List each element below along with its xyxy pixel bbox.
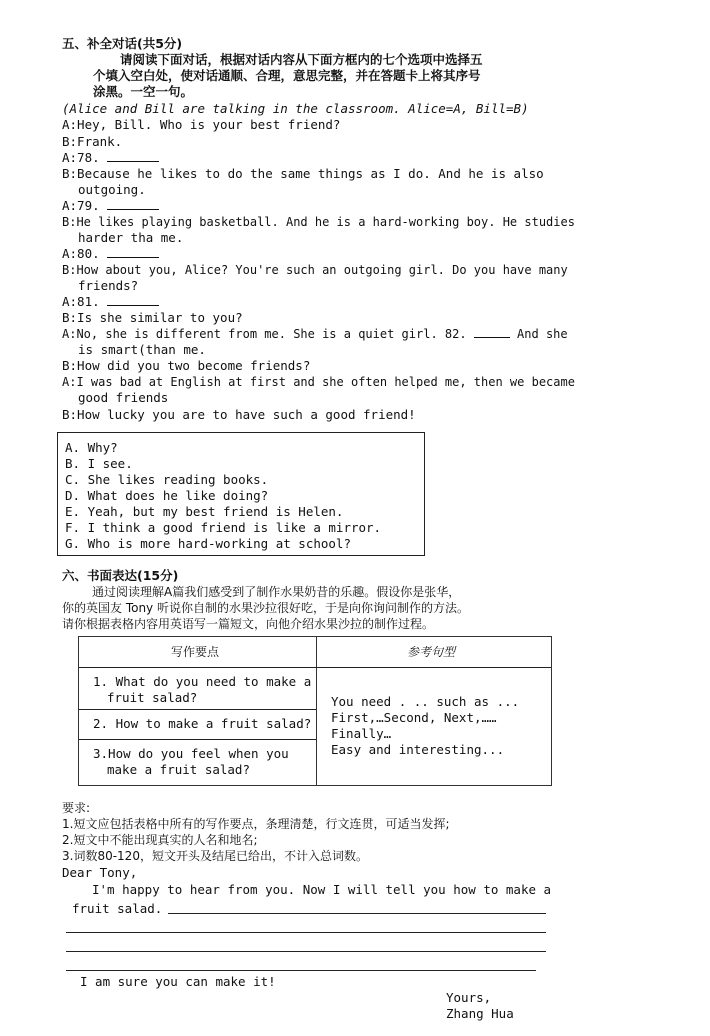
writing-line[interactable] [66,970,536,971]
point-3-line1: 3.How do you feel when you [93,746,289,761]
dialogue-line: B:Frank. [62,134,123,149]
option-d: D. What does he like doing? [65,488,269,503]
dialogue-context: (Alice and Bill are talking in the classroom. Alice=A, Bill=B) [62,101,529,116]
requirement-3: 3.词数80-120，短文开头及结尾已给出，不计入总词数。 [62,849,368,863]
point-3-line2: make a fruit salad? [107,762,250,777]
option-b: B. I see. [65,456,133,471]
pattern-2: First,…Second, Next,…… [331,710,497,725]
dialogue-line: B:Is she similar to you? [62,310,243,325]
answer-blank-78[interactable] [107,150,159,162]
answer-blank-82[interactable] [474,326,510,338]
question-number-80: A:80. [62,246,100,261]
dialogue-line: A:I was bad at English at first and she often helped me, then we became [62,375,575,389]
dialogue-line [62,150,159,166]
section6-intro-line2: 你的英国友 Tony 听说你自制的水果沙拉很好吃，于是向你询问制作的方法。 [62,601,469,615]
letter-greeting: Dear Tony, [62,865,138,880]
dialogue-line-continued: outgoing. [78,182,146,197]
point-2: 2. How to make a fruit salad? [93,716,312,731]
section6-intro-line3: 请你根据表格内容用英语写一篇短文，向他介绍水果沙拉的制作过程。 [62,617,435,631]
section5-title: 五、补全对话(共5分) [62,36,183,51]
answer-blank-79[interactable] [107,198,159,210]
pattern-4: Easy and interesting... [331,742,505,757]
table-row-rule [79,709,316,710]
writing-line[interactable] [66,932,546,933]
table-divider [316,637,317,785]
letter-signoff: Yours, [446,990,492,1005]
option-g: G. Who is more hard-working at school? [65,536,351,551]
option-a: A. Why? [65,440,118,455]
table-row-rule [79,739,316,740]
table-header-rule [79,667,551,668]
question-number-78: A:78. [62,150,100,165]
dialogue-line: A:Hey, Bill. Who is your best friend? [62,117,341,132]
writing-line[interactable] [168,913,546,914]
dialogue-line: B:How about you, Alice? You're such an outgoing girl. Do you have many [62,263,568,277]
table-header-patterns: 参考句型 [407,645,456,659]
table-header-points: 写作要点 [171,645,220,659]
dialogue-line-continued: harder tha me. [78,230,184,245]
answer-blank-81[interactable] [107,294,159,306]
section6-title: 六、书面表达(15分) [62,568,179,583]
dialogue-line-continued: friends? [78,278,139,293]
dialogue-line: B:How lucky you are to have such a good friend! [62,407,416,422]
option-e: E. Yeah, but my best friend is Helen. [65,504,344,519]
letter-opening-line2: fruit salad. [72,901,163,916]
dialogue-line-continued: good friends [78,390,169,405]
question-number-81: A:81. [62,294,100,309]
requirement-1: 1.短文应包括表格中所有的写作要点，条理清楚，行文连贯，可适当发挥; [62,817,450,831]
section5-instruction-line1: 请阅读下面对话，根据对话内容从下面方框内的七个选项中选择五 [120,52,483,67]
section6-intro-line1: 通过阅读理解A篇我们感受到了制作水果奶昔的乐趣。假设你是张华， [92,585,461,599]
point-1-line1: 1. What do you need to make a [93,674,312,689]
dialogue-line: B:He likes playing basketball. And he is a hard-working boy. He studies [62,215,575,229]
dialogue-tail: And she [517,327,568,341]
dialogue-line [62,246,159,262]
point-1-line2: fruit salad? [107,690,198,705]
pattern-1: You need . .. such as ... [331,694,520,709]
section5-instruction-line3: 涂黑。一空一句。 [93,84,194,99]
options-box [57,432,425,556]
question-number-82-text: A:No, she is different from me. She is a quiet girl. 82. [62,327,467,341]
writing-line[interactable] [66,951,546,952]
option-c: C. She likes reading books. [65,472,269,487]
question-number-79: A:79. [62,198,100,213]
section5-instruction-line2: 个填入空白处，使对话通顺、合理，意思完整，并在答题卡上将其序号 [93,68,481,83]
option-f: F. I think a good friend is like a mirror. [65,520,382,535]
dialogue-line [62,326,568,342]
requirement-2: 2.短文中不能出现真实的人名和地名; [62,833,258,847]
letter-opening-line1: I'm happy to hear from you. Now I will tell you how to make a [92,882,552,897]
dialogue-line [62,198,159,214]
dialogue-line: B:How did you two become friends? [62,358,311,373]
writing-points-table [78,636,552,786]
dialogue-line-continued: is smart(than me. [78,342,206,357]
letter-closing: I am sure you can make it! [80,974,276,989]
pattern-3: Finally… [331,726,392,741]
dialogue-line: B:Because he likes to do the same things as I do. And he is also [62,166,544,181]
answer-blank-80[interactable] [107,246,159,258]
requirements-title: 要求: [62,801,91,815]
letter-signature: Zhang Hua [446,1006,514,1021]
dialogue-line [62,294,159,310]
